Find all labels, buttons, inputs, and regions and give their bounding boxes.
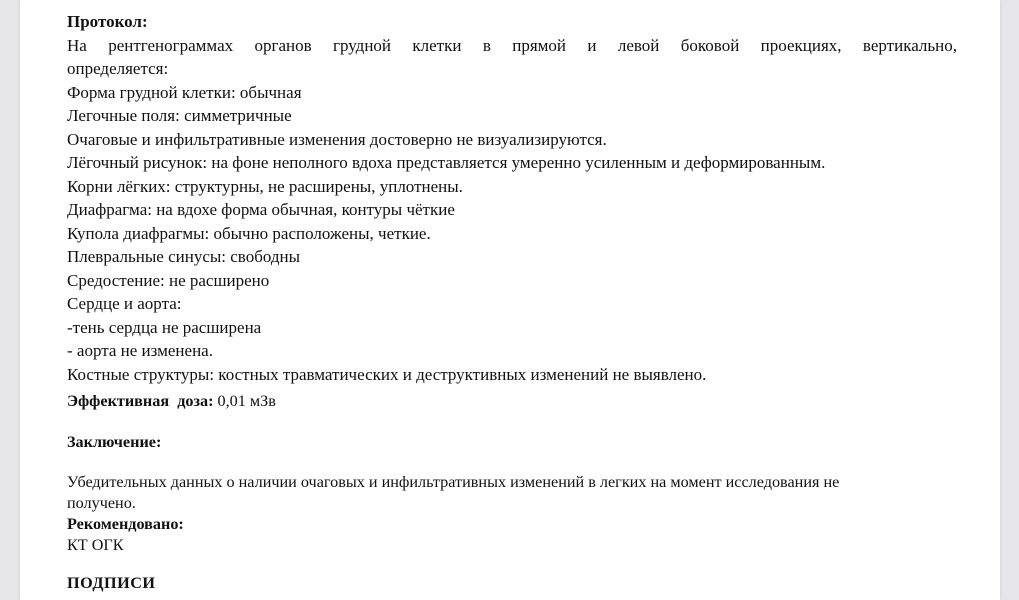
finding-pleural-sinuses: Плевральные синусы: свободны — [67, 247, 301, 266]
dose-value: 0,01 мЗв — [217, 392, 276, 410]
protocol-intro-line-1: На рентгенограммах органов грудной клетки в прямой и левой боковой проекциях, вертикально, — [67, 35, 957, 55]
conclusion-text-line-2: получено. — [67, 494, 136, 512]
conclusion-heading: Заключение: — [67, 433, 162, 451]
finding-heart-shadow: -тень сердца не расширена — [67, 317, 262, 337]
protocol-intro-line-2: определяется: — [67, 59, 169, 78]
finding-lung-roots: Корни лёгких: структурны, не расширены, уплотнены. — [67, 176, 463, 196]
finding-diaphragm-domes: Купола диафрагмы: обычно расположены, четкие. — [67, 223, 431, 243]
finding-mediastinum: Средостение: не расширено — [67, 270, 270, 290]
recommended-text: КТ ОГК — [67, 536, 124, 554]
conclusion-text-line-1: Убедительных данных о наличии очаговых и инфильтративных изменений в легких на момент исследования не — [67, 473, 840, 491]
finding-bone-structures: Костные структуры: костных травматических и деструктивных изменений не выявлено. — [67, 364, 707, 384]
dose-label-word-1: Эффективная — [67, 392, 170, 410]
finding-lung-pattern: Лёгочный рисунок: на фоне неполного вдоха представляется умеренно усиленным и деформированным. — [67, 153, 826, 172]
finding-aorta: - аорта не изменена. — [67, 341, 213, 360]
document-page — [20, 0, 1000, 600]
finding-diaphragm: Диафрагма: на вдохе форма обычная, контуры чёткие — [67, 200, 455, 219]
finding-lung-fields: Легочные поля: симметричные — [67, 106, 292, 125]
effective-dose — [67, 391, 957, 412]
dose-label-word-2: доза: — [177, 392, 214, 410]
signatures-heading: ПОДПИСИ — [67, 574, 156, 592]
finding-chest-shape: Форма грудной клетки: обычная — [67, 82, 302, 102]
report-content — [67, 10, 957, 594]
finding-heart-aorta: Сердце и аорта: — [67, 294, 182, 313]
recommended-heading: Рекомендовано: — [67, 515, 184, 533]
protocol-heading: Протокол: — [67, 12, 148, 31]
finding-focal-changes: Очаговые и инфильтративные изменения достоверно не визуализируются. — [67, 129, 607, 149]
